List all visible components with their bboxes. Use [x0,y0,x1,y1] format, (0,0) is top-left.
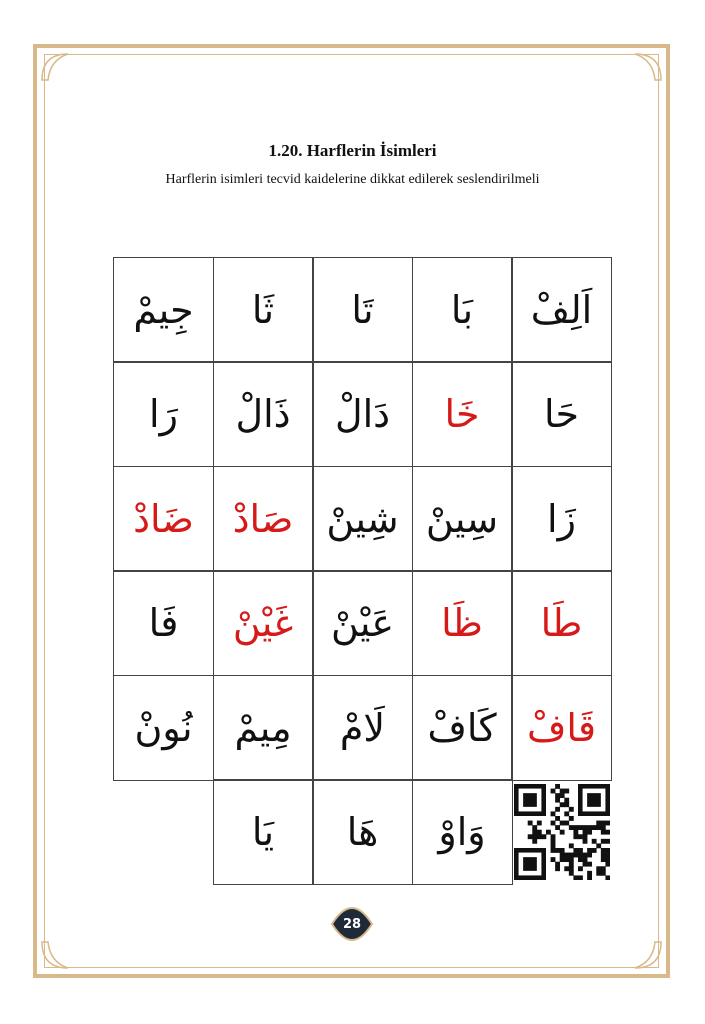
letter-cell: هَا [312,779,413,885]
page-title: 1.20. Harflerin İsimleri [268,141,437,160]
page-number-badge [328,906,376,942]
letter-cell: عَيْنْ [312,570,413,676]
grid-row [108,572,612,677]
grid-row [108,781,612,886]
letter-cell: جِيمْ [113,257,214,363]
letter-cell: دَالْ [312,361,413,467]
grid-row [108,258,612,363]
letter-cell: ثَا [213,257,314,363]
letter-cell: سِينْ [412,466,513,572]
letter-cell: رَا [113,361,214,467]
letter-cell: تَا [312,257,413,363]
letter-names-grid [108,258,612,885]
letter-cell: ظَا [412,570,513,676]
letter-cell: زَا [511,466,612,572]
page-subtitle: Harflerin isimleri tecvid kaidelerine dikkat edilerek seslendirilmeli [165,172,540,187]
letter-cell: صَادْ [213,466,314,572]
corner-ornament-top-left [40,52,70,82]
letter-cell: فَا [113,570,214,676]
letter-cell: بَا [412,257,513,363]
letter-cell: مِيمْ [213,675,314,781]
letter-cell: حَا [511,361,612,467]
corner-ornament-bottom-right [633,940,663,970]
letter-cell: كَافْ [412,675,513,781]
letter-cell: وَاوْ [412,779,513,885]
letter-cell: ذَالْ [213,361,314,467]
letter-cell: غَيْنْ [213,570,314,676]
qr-cell [511,779,612,885]
letter-cell: طَا [511,570,612,676]
letter-cell: لَامْ [312,675,413,781]
qr-code-icon[interactable] [514,784,610,880]
corner-ornament-bottom-left [40,940,70,970]
letter-cell: خَا [412,361,513,467]
page-number: 28 [342,916,362,932]
grid-row [108,467,612,572]
letter-cell: قَافْ [511,675,612,781]
letter-cell: يَا [213,779,314,885]
grid-row [108,363,612,468]
letter-cell: اَلِفْ [511,257,612,363]
grid-row [108,676,612,781]
letter-cell: ضَادْ [113,466,214,572]
empty-cell [113,779,214,885]
letter-cell: شِينْ [312,466,413,572]
corner-ornament-top-right [633,52,663,82]
letter-cell: نُونْ [113,675,214,781]
